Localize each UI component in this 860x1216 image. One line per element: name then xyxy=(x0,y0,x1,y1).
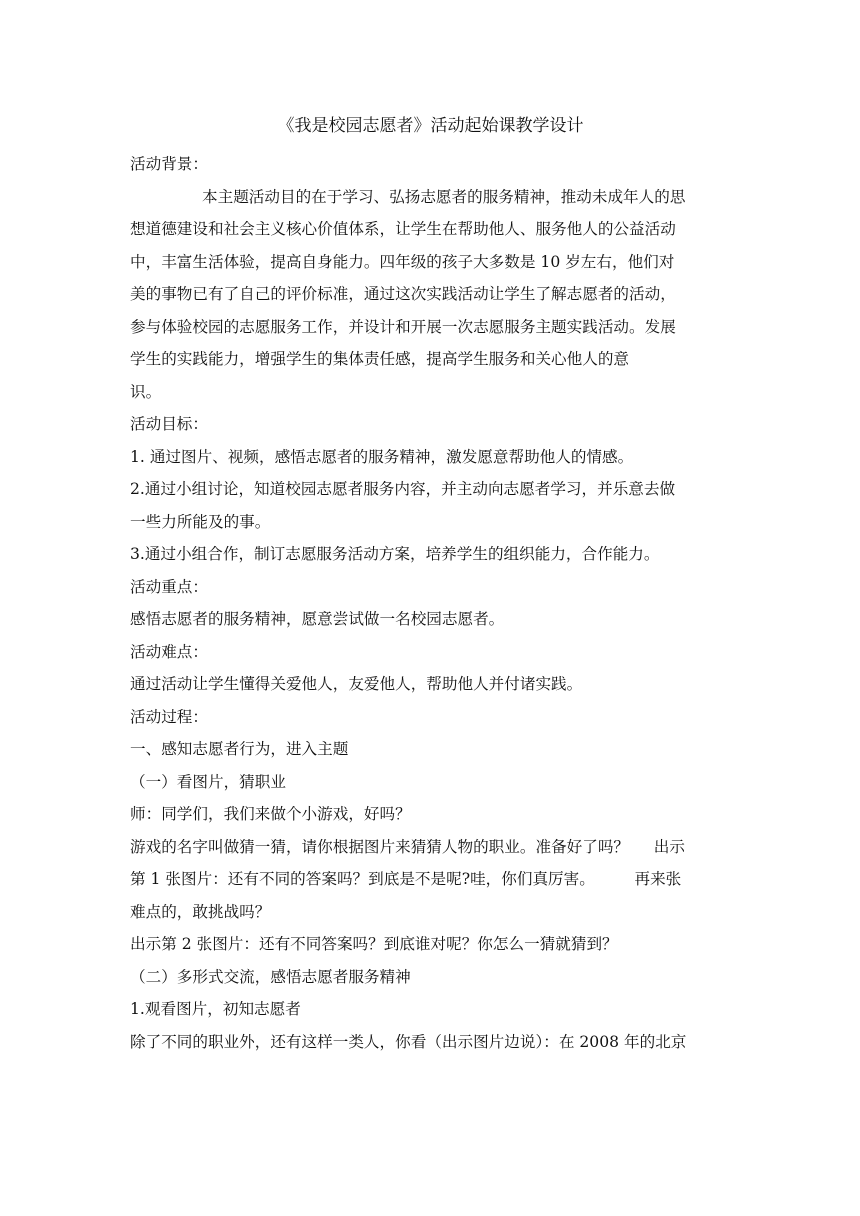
key-point-heading: 活动重点： xyxy=(130,577,208,596)
background-paragraph-line: 想道德建设和社会主义核心价值体系，让学生在帮助他人、服务他人的公益活动 xyxy=(130,220,676,238)
subsection-heading-1: （一）看图片，猜职业 xyxy=(130,772,286,791)
background-paragraph-line: 中，丰富生活体验，提高自身能力。四年级的孩子大多数是 10 岁左右，他们对 xyxy=(130,252,675,271)
goals-heading: 活动目标： xyxy=(130,415,208,433)
process-heading: 活动过程： xyxy=(130,707,208,726)
teacher-line: 师：同学们，我们来做个小游戏，好吗？ xyxy=(130,805,411,823)
game-paragraph-line: 难点的，敢挑战吗？ xyxy=(130,902,271,921)
key-point-text: 感悟志愿者的服务精神，愿意尝试做一名校园志愿者。 xyxy=(130,610,505,628)
difficulty-text: 通过活动让学生懂得关爱他人，友爱他人，帮助他人并付诸实践。 xyxy=(130,675,583,693)
background-paragraph-line: 参与体验校园的志愿服务工作，并设计和开展一次志愿服务主题实践活动。发展 xyxy=(130,317,676,336)
goal-item-2-line: 2.通过小组讨论，知道校园志愿者服务内容，并主动向志愿者学习，并乐意去做 xyxy=(130,480,676,498)
background-paragraph-line: 识。 xyxy=(130,382,162,401)
section-heading-1: 一、感知志愿者行为，进入主题 xyxy=(130,740,349,758)
goal-item-3: 3.通过小组合作，制订志愿服务活动方案，培养学生的组织能力，合作能力。 xyxy=(130,545,660,563)
picture-2-line: 出示第 2 张图片：还有不同答案吗？到底谁对呢？你怎么一猜就猜到？ xyxy=(130,935,618,953)
background-paragraph-line: 本主题活动目的在于学习、弘扬志愿者的服务精神，推动未成年人的思 xyxy=(202,187,686,206)
body-text-line: 除了不同的职业外，还有这样一类人，你看（出示图片边说）：在 2008 年的北京 xyxy=(130,1032,687,1051)
document-body xyxy=(130,112,731,1058)
numbered-item-1: 1.观看图片，初知志愿者 xyxy=(130,1000,301,1018)
background-paragraph-line: 学生的实践能力，增强学生的集体责任感，提高学生服务和关心他人的意 xyxy=(130,350,630,368)
document-title: 《我是校园志愿者》活动起始课教学设计 xyxy=(277,116,584,136)
goal-item-2-line: 一些力所能及的事。 xyxy=(130,512,271,531)
background-heading: 活动背景： xyxy=(130,155,208,173)
background-paragraph-line: 美的事物已有了自己的评价标准，通过这次实践活动让学生了解志愿者的活动， xyxy=(130,285,676,303)
game-paragraph-line: 游戏的名字叫做猜一猜，请你根据图片来猜猜人物的职业。准备好了吗？ 出示 xyxy=(130,837,685,856)
game-paragraph-line: 第 1 张图片：还有不同的答案吗？到底是不是呢?哇，你们真厉害。 再来张 xyxy=(130,870,682,888)
goal-item-1: 1. 通过图片、视频，感悟志愿者的服务精神，激发愿意帮助他人的情感。 xyxy=(130,447,634,466)
subsection-heading-2: （二）多形式交流，感悟志愿者服务精神 xyxy=(130,967,411,986)
difficulty-heading: 活动难点： xyxy=(130,642,208,661)
